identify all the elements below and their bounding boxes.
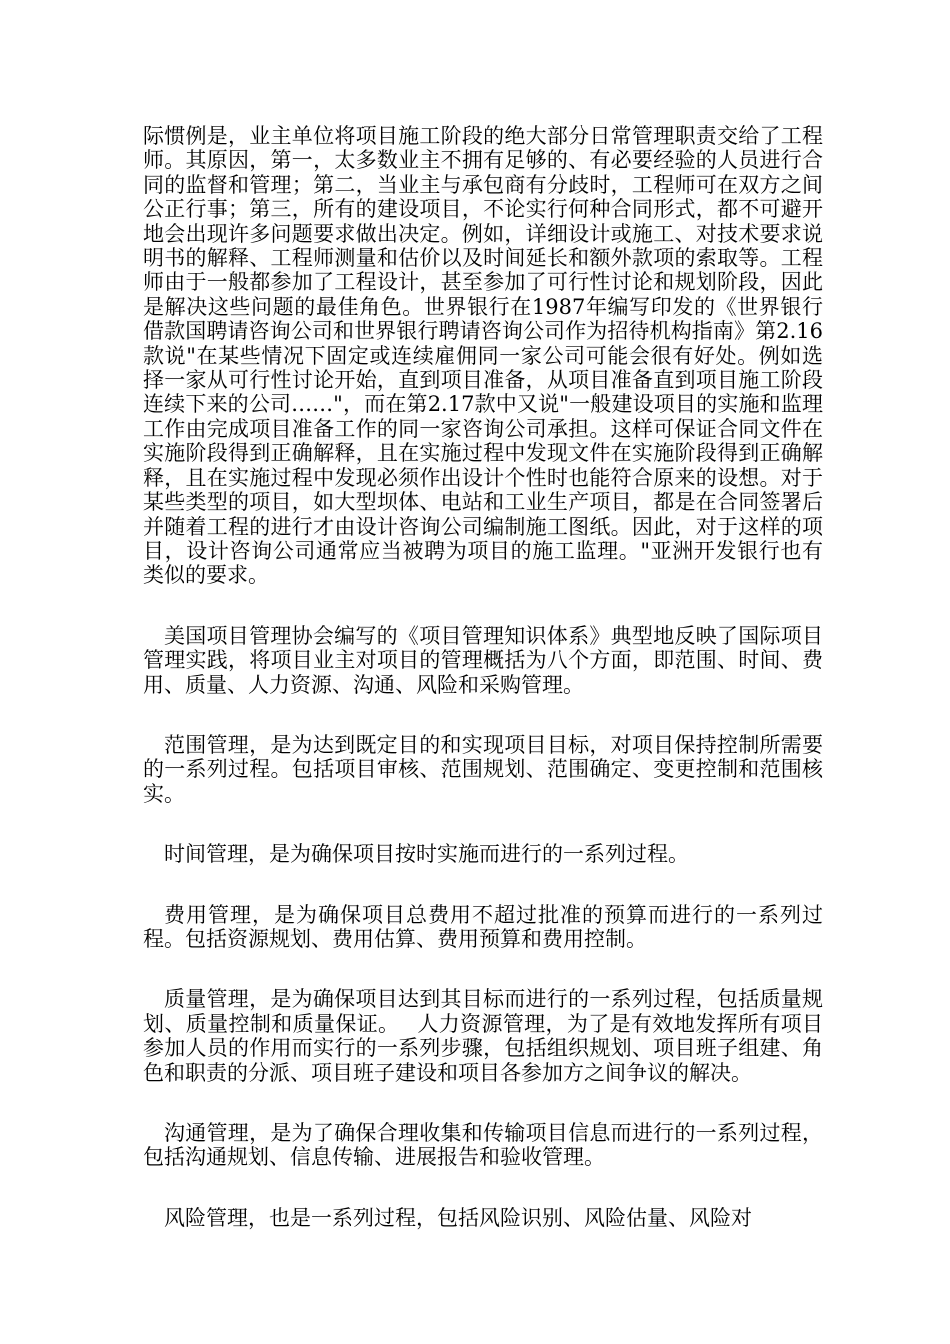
paragraph-cost-management: 费用管理，是为确保项目总费用不超过批准的预算而进行的一系列过程。包括资源规划、费用估算、费用预算和费用控制。	[143, 902, 823, 951]
paragraph-communication-management: 沟通管理，是为了确保合理收集和传输项目信息而进行的一系列过程，包括沟通规划、信息传输、进展报告和验收管理。	[143, 1121, 823, 1170]
paragraph-risk-management: 风险管理，也是一系列过程，包括风险识别、风险估量、风险对	[164, 1205, 752, 1230]
paragraph-quality-hr-management: 质量管理，是为确保项目达到其目标而进行的一系列过程，包括质量规划、质量控制和质量保证。 人力资源管理，为了是有效地发挥所有项目参加人员的作用而实行的一系列步骤，包括组织规划、项目班子组建、角色和职责的分派、项目班子建设和项目各参加方之间争议的解决。	[143, 987, 823, 1085]
document-page	[143, 124, 823, 1266]
paragraph-time-management: 时间管理，是为确保项目按时实施而进行的一系列过程。	[164, 842, 689, 867]
paragraph-scope-management: 范围管理，是为达到既定目的和实现项目目标，对项目保持控制所需要的一系列过程。包括项目审核、范围规划、范围确定、变更控制和范围核实。	[143, 732, 823, 806]
paragraph-consulting-continuity: 际惯例是，业主单位将项目施工阶段的绝大部分日常管理职责交给了工程师。其原因，第一，太多数业主不拥有足够的、有必要经验的人员进行合同的监督和管理；第二，当业主与承包商有分歧时，工程师可在双方之间公正行事；第三，所有的建设项目，不论实行何种合同形式，都不可避开地会出现许多问题要求做出决定。例如，详细设计或施工、对技术要求说明书的解释、工程师测量和估价以及时间延长和额外款项的索取等。工程师由于一般都参加了工程设计，甚至参加了可行性讨论和规划阶段，因此是解决这些问题的最佳角色。世界银行在1987年编写印发的《世界银行借款国聘请咨询公司和世界银行聘请咨询公司作为招待机构指南》第2.16款说"在某些情况下固定或连续雇佣同一家公司可能会很有好处。例如选择一家从可行性讨论开始，直到项目准备，从项目准备直到项目施工阶段连续下来的公司……"，而在第2.17款中又说"一般建设项目的实施和监理工作由完成项目准备工作的同一家咨询公司承担。这样可保证合同文件在实施阶段得到正确解释，且在实施过程中发现文件在实施阶段得到正确解释，且在实施过程中发现必须作出设计个性时也能符合原来的设想。对于某些类型的项目，如大型坝体、电站和工业生产项目，都是在合同签署后并随着工程的进行才由设计咨询公司编制施工图纸。因此，对于这样的项目，设计咨询公司通常应当被聘为项目的施工监理。"亚洲开发银行也有类似的要求。	[143, 124, 823, 588]
paragraph-pmbok-overview: 美国项目管理协会编写的《项目管理知识体系》典型地反映了国际项目管理实践，将项目业主对项目的管理概括为八个方面，即范围、时间、费用、质量、人力资源、沟通、风险和采购管理。	[143, 623, 823, 697]
